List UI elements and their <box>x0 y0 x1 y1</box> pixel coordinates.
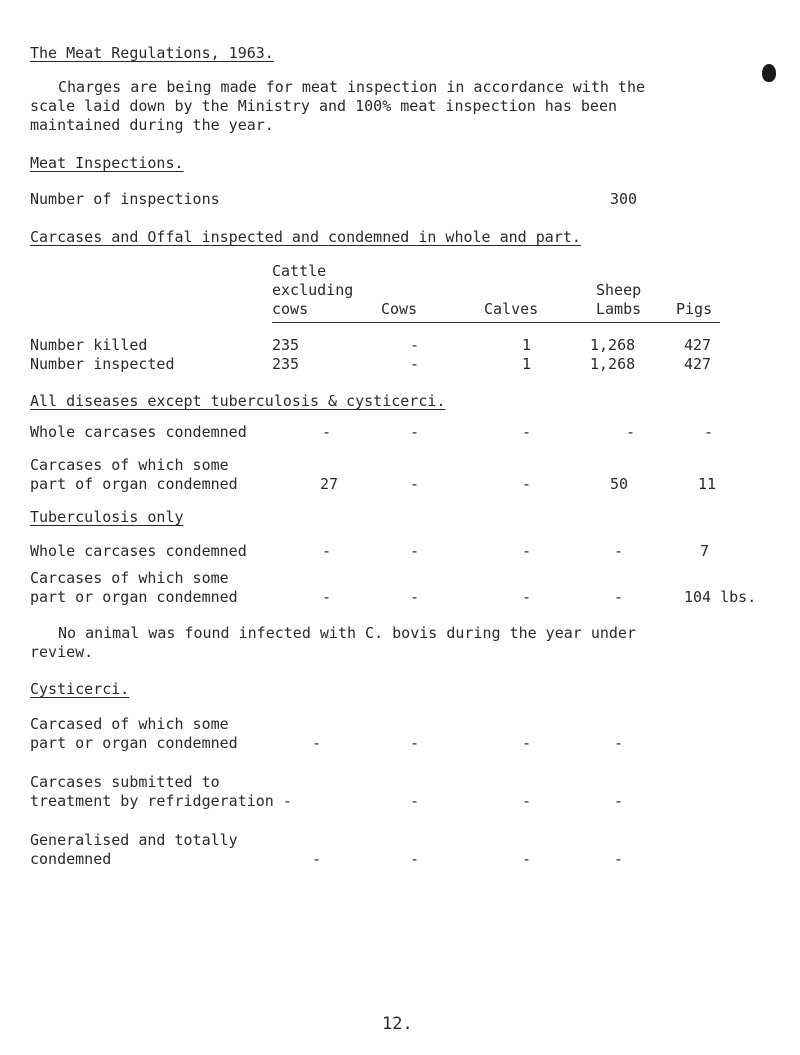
tb-whole-pigs: 7 <box>700 542 710 560</box>
row-killed-sheep: 1,268 <box>590 336 636 354</box>
row-killed-pigs: 427 <box>684 336 712 354</box>
row-killed-cattle: 235 <box>272 336 300 354</box>
ad-part-pigs: 11 <box>698 475 717 493</box>
tb-heading: Tuberculosis only <box>30 508 184 526</box>
cy-part-v1: - <box>312 734 322 752</box>
tb-whole-cows: - <box>410 542 420 560</box>
row-inspected-calves: 1 <box>522 355 532 373</box>
intro-line-3: maintained during the year. <box>30 116 274 134</box>
cy-part-v4: - <box>614 734 624 752</box>
col-sheep-line2: Lambs <box>596 300 642 318</box>
col-cattle-line1: Cattle <box>272 262 327 280</box>
ad-whole-cows: - <box>410 423 420 441</box>
row-killed-label: Number killed <box>30 336 148 354</box>
cy-gen-v4: - <box>614 850 624 868</box>
cy-treat-v2: - <box>522 792 532 810</box>
row-inspected-pigs: 427 <box>684 355 712 373</box>
cy-treat-v1: - <box>410 792 420 810</box>
col-pigs: Pigs <box>676 300 713 318</box>
row-inspected-cows: - <box>410 355 420 373</box>
ad-part-label-2: part of organ condemned <box>30 475 238 493</box>
cy-part-v3: - <box>522 734 532 752</box>
tb-part-label-2: part or organ condemned <box>30 588 238 606</box>
tb-part-pigs: 104 lbs. <box>684 588 757 606</box>
header-rule <box>272 322 720 323</box>
ad-whole-cattle: - <box>322 423 332 441</box>
bovis-line-2: review. <box>30 643 94 661</box>
intro-line-1: Charges are being made for meat inspection in accordance with the <box>58 78 645 96</box>
ad-part-cows: - <box>410 475 420 493</box>
row-inspected-cattle: 235 <box>272 355 300 373</box>
carcases-heading: Carcases and Offal inspected and condemned in whole and part. <box>30 228 581 246</box>
cy-treat-v3: - <box>614 792 624 810</box>
cy-gen-label-1: Generalised and totally <box>30 831 238 849</box>
col-sheep-line1: Sheep <box>596 281 642 299</box>
cy-part-label-2: part or organ condemned <box>30 734 238 752</box>
tb-whole-sheep: - <box>614 542 624 560</box>
section-title: The Meat Regulations, 1963. <box>30 44 274 62</box>
col-cattle-line3: cows <box>272 300 309 318</box>
col-cattle-line2: excluding <box>272 281 354 299</box>
col-cows: Cows <box>381 300 418 318</box>
cy-part-v2: - <box>410 734 420 752</box>
row-killed-cows: - <box>410 336 420 354</box>
tb-part-label-1: Carcases of which some <box>30 569 229 587</box>
col-calves: Calves <box>484 300 539 318</box>
cy-gen-v3: - <box>522 850 532 868</box>
tb-part-calves: - <box>522 588 532 606</box>
tb-whole-label: Whole carcases condemned <box>30 542 247 560</box>
cy-gen-v2: - <box>410 850 420 868</box>
tb-whole-calves: - <box>522 542 532 560</box>
ad-whole-label: Whole carcases condemned <box>30 423 247 441</box>
cy-gen-label-2: condemned <box>30 850 112 868</box>
row-inspected-label: Number inspected <box>30 355 175 373</box>
tb-part-cattle: - <box>322 588 332 606</box>
ad-whole-sheep: - <box>626 423 636 441</box>
cysticerci-heading: Cysticerci. <box>30 680 130 698</box>
cy-treat-label-1: Carcases submitted to <box>30 773 220 791</box>
number-of-inspections-value: 300 <box>610 190 638 208</box>
row-inspected-sheep: 1,268 <box>590 355 636 373</box>
cy-treat-label-2: treatment by refridgeration - <box>30 792 292 810</box>
all-diseases-heading: All diseases except tuberculosis & cysticerci. <box>30 392 446 410</box>
ad-part-calves: - <box>522 475 532 493</box>
bovis-line-1: No animal was found infected with C. bovis during the year under <box>58 624 636 642</box>
row-killed-calves: 1 <box>522 336 532 354</box>
ad-whole-calves: - <box>522 423 532 441</box>
ink-blot <box>762 64 776 82</box>
number-of-inspections-label: Number of inspections <box>30 190 220 208</box>
tb-part-sheep: - <box>614 588 624 606</box>
ad-part-label-1: Carcases of which some <box>30 456 229 474</box>
tb-whole-cattle: - <box>322 542 332 560</box>
page-number: 12. <box>382 1014 413 1034</box>
meat-inspections-heading: Meat Inspections. <box>30 154 184 172</box>
tb-part-cows: - <box>410 588 420 606</box>
ad-part-cattle: 27 <box>320 475 339 493</box>
cy-gen-v1: - <box>312 850 322 868</box>
ad-whole-pigs: - <box>704 423 714 441</box>
ad-part-sheep: 50 <box>610 475 629 493</box>
cy-part-label-1: Carcased of which some <box>30 715 229 733</box>
intro-line-2: scale laid down by the Ministry and 100% meat inspection has been <box>30 97 617 115</box>
